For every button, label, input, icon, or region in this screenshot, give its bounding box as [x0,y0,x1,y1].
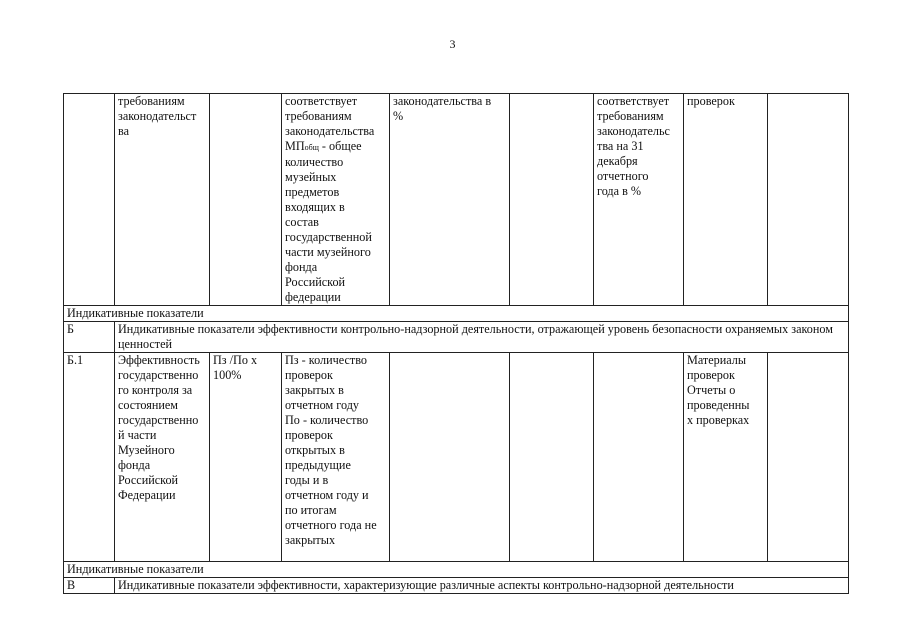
cell-measure: законодательства в % [390,94,510,306]
section-title: Индикативные показатели эффективности, характеризующие различные аспекты контрольно-надзорной деятельности [115,578,849,594]
page-number: 3 [449,37,456,51]
cell-empty [768,353,849,562]
section-code: В [64,578,115,594]
definition-subscript: общ [304,143,319,152]
table-row-continuation [64,94,849,306]
section-heading: Индикативные показатели [64,562,849,578]
cell-name: требованиям законодательст ва [115,94,210,306]
cell-code [64,94,115,306]
cell-empty [768,94,849,306]
cell-empty [510,94,594,306]
definition-closed: - количество проверок закрытых в отчетном году [285,353,367,412]
definition-part-2: - общее количество музейных предметов входящих в состав государственной части музейного фонда Российской федерации [285,139,372,304]
cell-source: проверок [684,94,768,306]
cell-target: соответствует требованиям законодательс тва на 31 декабря отчетного года в % [594,94,684,306]
section-heading: Индикативные показатели [64,306,849,322]
table-row-heading [64,306,849,322]
section-title: Индикативные показатели эффективности контрольно-надзорной деятельности, отражающей уровень безопасности охраняемых законом ценностей [115,322,849,353]
cell-measure [390,353,510,562]
table-row-b1 [64,353,849,562]
indicators-table [63,93,849,594]
cell-name: Эффективность государственно го контроля за состоянием государственно й части Музейного фонда Российской Федерации [115,353,210,562]
section-code: Б [64,322,115,353]
cell-source: Материалы проверок Отчеты о проведенны х проверках [684,353,768,562]
cell-empty [510,353,594,562]
cell-definition [282,353,390,562]
symbol-opened: По [285,413,300,427]
definition-opened: - количество проверок открытых в предыдущие годы и в отчетном году и по итогам отчетного года не закрытых [285,413,377,547]
definition-part-1: соответствует требованиям законодательства МП [285,94,375,153]
symbol-closed: Пз [285,353,299,367]
cell-definition [282,94,390,306]
table-row-heading [64,562,849,578]
table-row-section-b [64,322,849,353]
cell-formula: Пз /По х 100% [210,353,282,562]
cell-formula [210,94,282,306]
cell-target [594,353,684,562]
cell-code: Б.1 [64,353,115,562]
table-row-section-v [64,578,849,594]
